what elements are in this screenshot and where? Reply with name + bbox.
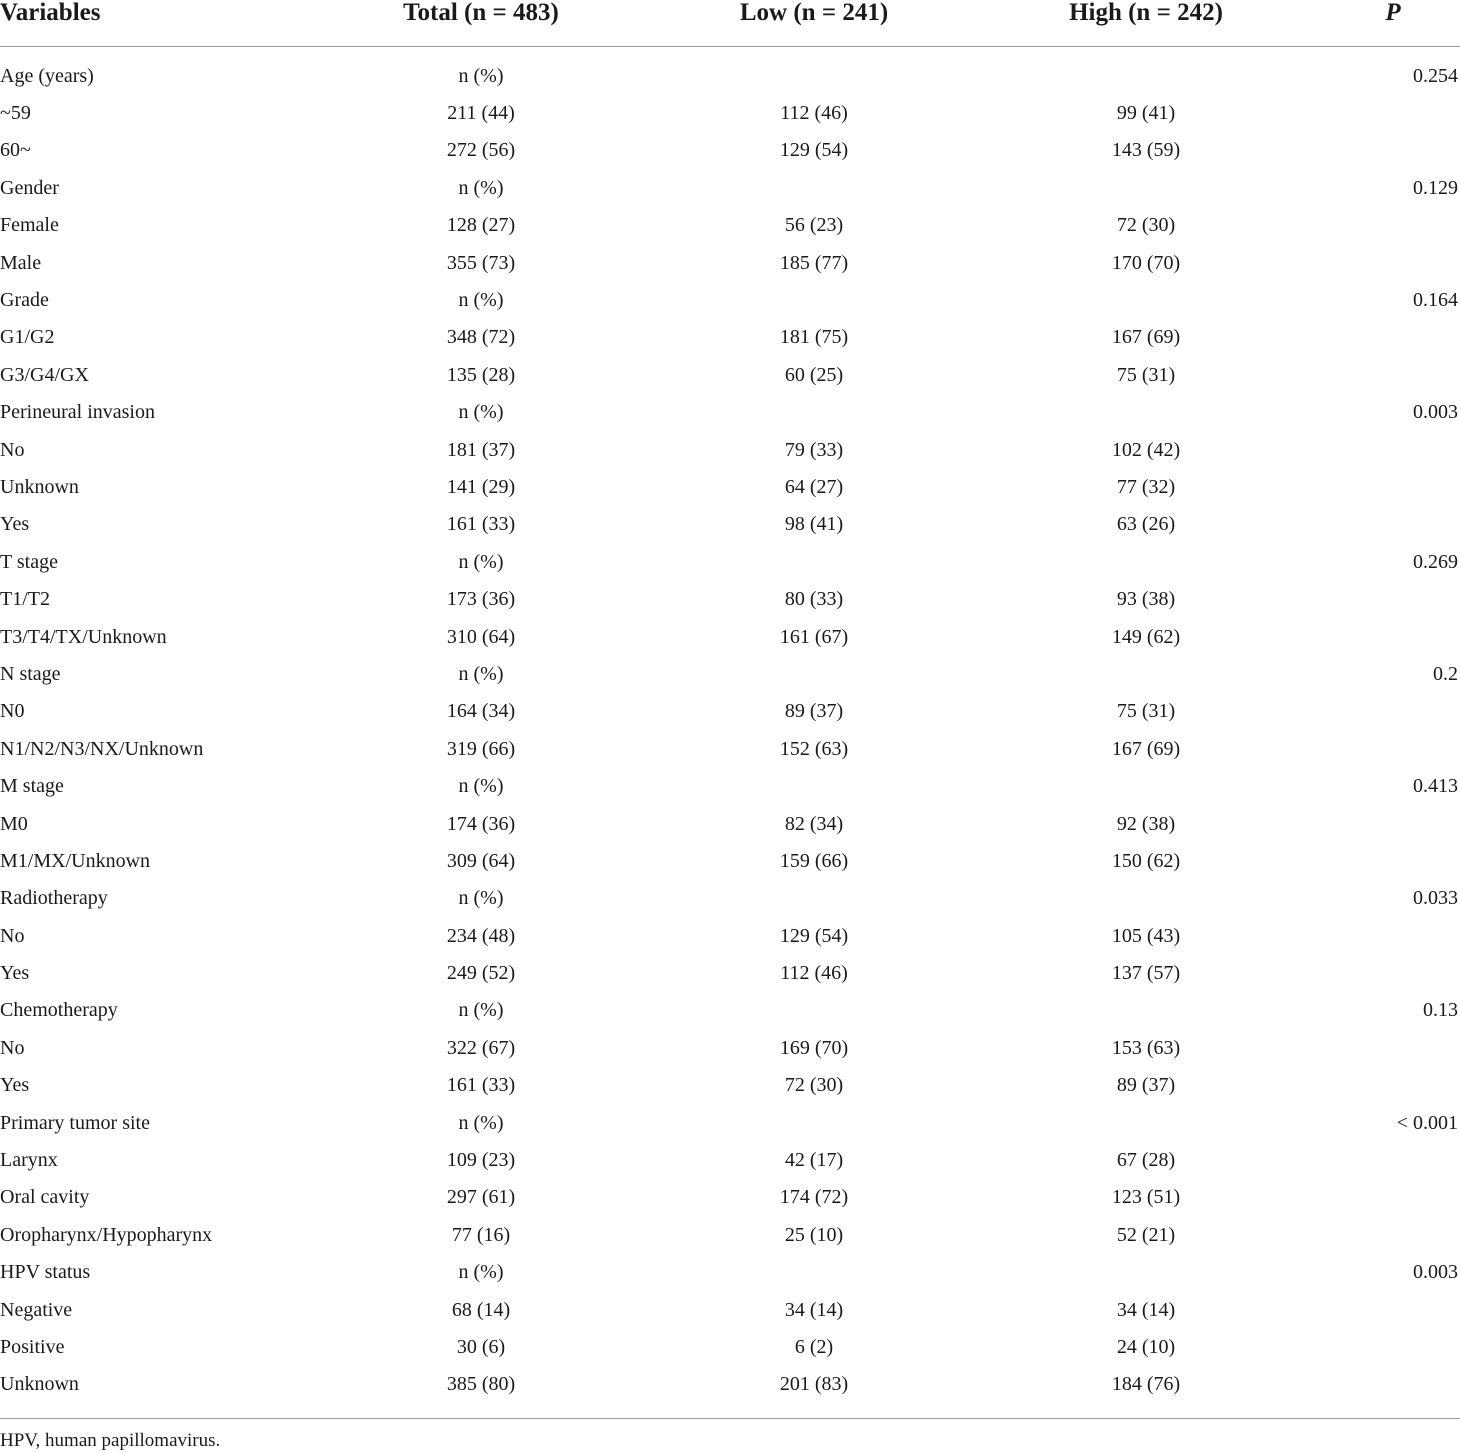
table-row [0,506,1460,543]
low-cell [662,992,966,1029]
p-value-cell [1326,506,1460,543]
variable-cell: G1/G2 [0,326,55,349]
high-cell: 105 (43) [1111,924,1181,947]
p-value-cell [1326,244,1460,281]
low-cell: 112 (46) [780,962,848,985]
p-value-cell [1326,356,1460,393]
p-value-cell [1326,468,1460,505]
table-row [0,842,1460,879]
high-cell [966,169,1326,206]
low-cell: 89 (37) [784,700,844,723]
low-cell: 152 (63) [779,737,849,760]
table-row [0,1366,1460,1415]
p-value-cell [1326,842,1460,879]
low-cell [662,169,966,206]
total-cell: 174 (36) [446,812,516,835]
table-row [0,47,1460,95]
variable-cell: Male [0,251,42,274]
variable-cell: Radiotherapy [0,887,108,910]
variable-cell: Oral cavity [0,1186,90,1209]
variable-cell: Perineural invasion [0,401,155,424]
variable-cell: N0 [0,700,25,723]
variable-cell: No [0,924,25,947]
low-cell: 129 (54) [779,924,849,947]
table-row [0,1291,1460,1328]
p-value-cell [1326,917,1460,954]
high-cell [966,394,1326,431]
total-cell: 297 (61) [446,1186,516,1209]
high-cell [966,880,1326,917]
low-cell: 161 (67) [779,625,849,648]
low-cell: 201 (83) [779,1373,849,1396]
high-cell: 72 (30) [1116,214,1176,237]
high-cell: 137 (57) [1111,962,1181,985]
high-cell: 77 (32) [1116,475,1176,498]
high-cell: 99 (41) [1116,102,1176,125]
low-cell [662,1254,966,1291]
low-cell: 129 (54) [779,139,849,162]
p-value-cell: 0.254 [1413,64,1458,87]
table-row [0,917,1460,954]
p-value-cell [1326,730,1460,767]
header-low: Low (n = 241) [662,0,966,47]
table-row [0,132,1460,169]
total-cell: 355 (73) [446,251,516,274]
low-cell: 185 (77) [779,251,849,274]
variable-cell: 60~ [0,139,31,162]
total-cell: 211 (44) [447,102,515,125]
table-bottom-rule [0,1418,1460,1419]
p-value-cell: 0.2 [1433,662,1458,685]
low-cell: 181 (75) [779,326,849,349]
variable-cell: N1/N2/N3/NX/Unknown [0,737,204,760]
low-cell [662,767,966,804]
low-cell [662,880,966,917]
p-value-cell [1326,805,1460,842]
total-cell: 164 (34) [446,700,516,723]
table-row [0,618,1460,655]
table-row [0,543,1460,580]
low-cell [662,543,966,580]
total-cell: 30 (6) [456,1335,506,1358]
variable-cell: Yes [0,1074,30,1097]
high-cell [966,655,1326,692]
total-cell: 310 (64) [446,625,516,648]
table-row [0,880,1460,917]
table-row [0,1104,1460,1141]
high-cell: 184 (76) [1111,1373,1181,1396]
table-row [0,207,1460,244]
total-cell: n (%) [458,550,504,573]
table-row [0,1067,1460,1104]
total-cell: n (%) [458,401,504,424]
p-value-cell [1326,580,1460,617]
total-cell: 173 (36) [446,588,516,611]
total-cell: 348 (72) [446,326,516,349]
table-row [0,1216,1460,1253]
variable-cell: G3/G4/GX [0,363,89,386]
variable-cell: M1/MX/Unknown [0,849,151,872]
high-cell [966,992,1326,1029]
table-row [0,281,1460,318]
header-total: Total (n = 483) [300,0,662,47]
variable-cell: Positive [0,1335,65,1358]
variable-cell: No [0,1036,25,1059]
table-row [0,992,1460,1029]
total-cell: 272 (56) [446,139,516,162]
total-cell: n (%) [458,775,504,798]
low-cell [662,394,966,431]
total-cell: 309 (64) [446,849,516,872]
high-cell: 149 (62) [1111,625,1181,648]
high-cell: 63 (26) [1116,513,1176,536]
p-value-cell [1326,1029,1460,1066]
table-row [0,730,1460,767]
high-cell: 93 (38) [1116,588,1176,611]
header-high: High (n = 242) [966,0,1326,47]
low-cell: 112 (46) [780,102,848,125]
total-cell: 161 (33) [446,513,516,536]
table-row [0,767,1460,804]
total-cell: 161 (33) [446,1074,516,1097]
total-cell: 319 (66) [446,737,516,760]
table-row [0,431,1460,468]
low-cell: 174 (72) [779,1186,849,1209]
p-value-cell [1326,1141,1460,1178]
high-cell: 167 (69) [1111,326,1181,349]
low-cell: 56 (23) [784,214,844,237]
high-cell [966,47,1326,95]
total-cell: n (%) [458,176,504,199]
total-cell: n (%) [458,887,504,910]
low-cell: 159 (66) [779,849,849,872]
p-value-cell [1326,1328,1460,1365]
high-cell: 67 (28) [1116,1149,1176,1172]
p-value-cell: 0.003 [1413,401,1458,424]
variable-cell: N stage [0,662,61,685]
p-value-cell [1326,1216,1460,1253]
high-cell: 123 (51) [1111,1186,1181,1209]
total-cell: 249 (52) [446,962,516,985]
variable-cell: Unknown [0,475,79,498]
variable-cell: T stage [0,550,58,573]
header-variables: Variables [0,0,300,47]
high-cell: 150 (62) [1111,849,1181,872]
p-value-cell [1326,1366,1460,1415]
low-cell: 34 (14) [784,1298,844,1321]
p-value-cell: 0.13 [1423,999,1458,1022]
high-cell [966,767,1326,804]
high-cell: 102 (42) [1111,438,1181,461]
total-cell: 385 (80) [446,1373,516,1396]
high-cell: 34 (14) [1116,1298,1176,1321]
p-value-cell: 0.164 [1413,289,1458,312]
variable-cell: Yes [0,962,30,985]
low-cell: 169 (70) [779,1036,849,1059]
high-cell: 75 (31) [1116,363,1176,386]
total-cell: n (%) [458,1261,504,1284]
p-value-cell [1326,207,1460,244]
table-row [0,1179,1460,1216]
variable-cell: Age (years) [0,64,94,87]
low-cell: 60 (25) [784,363,844,386]
high-cell: 75 (31) [1116,700,1176,723]
total-cell: 128 (27) [446,214,516,237]
low-cell [662,655,966,692]
table-body [0,47,1460,1416]
header-row [0,0,1460,47]
total-cell: 77 (16) [451,1223,511,1246]
high-cell: 143 (59) [1111,139,1181,162]
variable-cell: T1/T2 [0,588,50,611]
p-value-cell [1326,954,1460,991]
low-cell: 42 (17) [784,1149,844,1172]
high-cell: 52 (21) [1116,1223,1176,1246]
variable-cell: Yes [0,513,30,536]
p-value-cell [1326,618,1460,655]
total-cell: 322 (67) [446,1036,516,1059]
table-footnote: HPV, human papillomavirus. [0,1430,221,1451]
low-cell: 6 (2) [794,1335,834,1358]
total-cell: n (%) [458,662,504,685]
table-row [0,1029,1460,1066]
low-cell: 80 (33) [784,588,844,611]
variable-cell: Negative [0,1298,73,1321]
p-value-cell [1326,319,1460,356]
high-cell: 170 (70) [1111,251,1181,274]
total-cell: 109 (23) [446,1149,516,1172]
variable-cell: Unknown [0,1373,79,1396]
p-value-cell [1326,132,1460,169]
high-cell: 89 (37) [1116,1074,1176,1097]
table-header [0,0,1460,47]
variable-cell: Grade [0,289,49,312]
p-value-cell: < 0.001 [1396,1111,1458,1134]
table-row [0,169,1460,206]
variable-cell: ~59 [0,102,31,125]
variable-cell: No [0,438,25,461]
total-cell: 135 (28) [446,363,516,386]
total-cell: 68 (14) [451,1298,511,1321]
table-row [0,655,1460,692]
table-row [0,580,1460,617]
table-row [0,468,1460,505]
table-row [0,1254,1460,1291]
total-cell: n (%) [458,999,504,1022]
table-row [0,1328,1460,1365]
high-cell: 24 (10) [1116,1335,1176,1358]
high-cell [966,1104,1326,1141]
table-row [0,394,1460,431]
total-cell: n (%) [458,1111,504,1134]
variable-cell: Chemotherapy [0,999,118,1022]
high-cell [966,543,1326,580]
header-p-value: P [1326,0,1460,47]
high-cell: 92 (38) [1116,812,1176,835]
high-cell: 153 (63) [1111,1036,1181,1059]
variable-cell: M0 [0,812,28,835]
high-cell [966,1254,1326,1291]
variable-cell: Oropharynx/Hypopharynx [0,1223,213,1246]
table-row [0,244,1460,281]
p-value-cell: 0.413 [1413,775,1458,798]
low-cell: 25 (10) [784,1223,844,1246]
variable-cell: Female [0,214,59,237]
total-cell: 181 (37) [446,438,516,461]
table-row [0,805,1460,842]
table-row [0,94,1460,131]
table-row [0,954,1460,991]
variable-cell: M stage [0,775,64,798]
total-cell: 234 (48) [446,924,516,947]
table-row [0,693,1460,730]
table-row [0,319,1460,356]
low-cell: 79 (33) [784,438,844,461]
p-value-cell: 0.269 [1413,550,1458,573]
p-value-cell [1326,693,1460,730]
variable-cell: Gender [0,176,59,199]
p-value-cell [1326,1179,1460,1216]
p-value-cell: 0.129 [1413,176,1458,199]
p-value-cell: 0.003 [1413,1261,1458,1284]
variable-cell: T3/T4/TX/Unknown [0,625,167,648]
low-cell: 98 (41) [784,513,844,536]
variable-cell: HPV status [0,1261,91,1284]
p-value-cell: 0.033 [1413,887,1458,910]
high-cell [966,281,1326,318]
table-row [0,356,1460,393]
total-cell: n (%) [458,64,504,87]
table-row [0,1141,1460,1178]
high-cell: 167 (69) [1111,737,1181,760]
p-value-cell [1326,94,1460,131]
p-value-cell [1326,1291,1460,1328]
total-cell: n (%) [458,289,504,312]
low-cell: 82 (34) [784,812,844,835]
variable-cell: Primary tumor site [0,1111,150,1134]
p-value-cell [1326,431,1460,468]
low-cell: 72 (30) [784,1074,844,1097]
low-cell [662,47,966,95]
variable-cell: Larynx [0,1149,58,1172]
p-value-cell [1326,1067,1460,1104]
low-cell [662,281,966,318]
total-cell: 141 (29) [446,475,516,498]
low-cell: 64 (27) [784,475,844,498]
low-cell [662,1104,966,1141]
